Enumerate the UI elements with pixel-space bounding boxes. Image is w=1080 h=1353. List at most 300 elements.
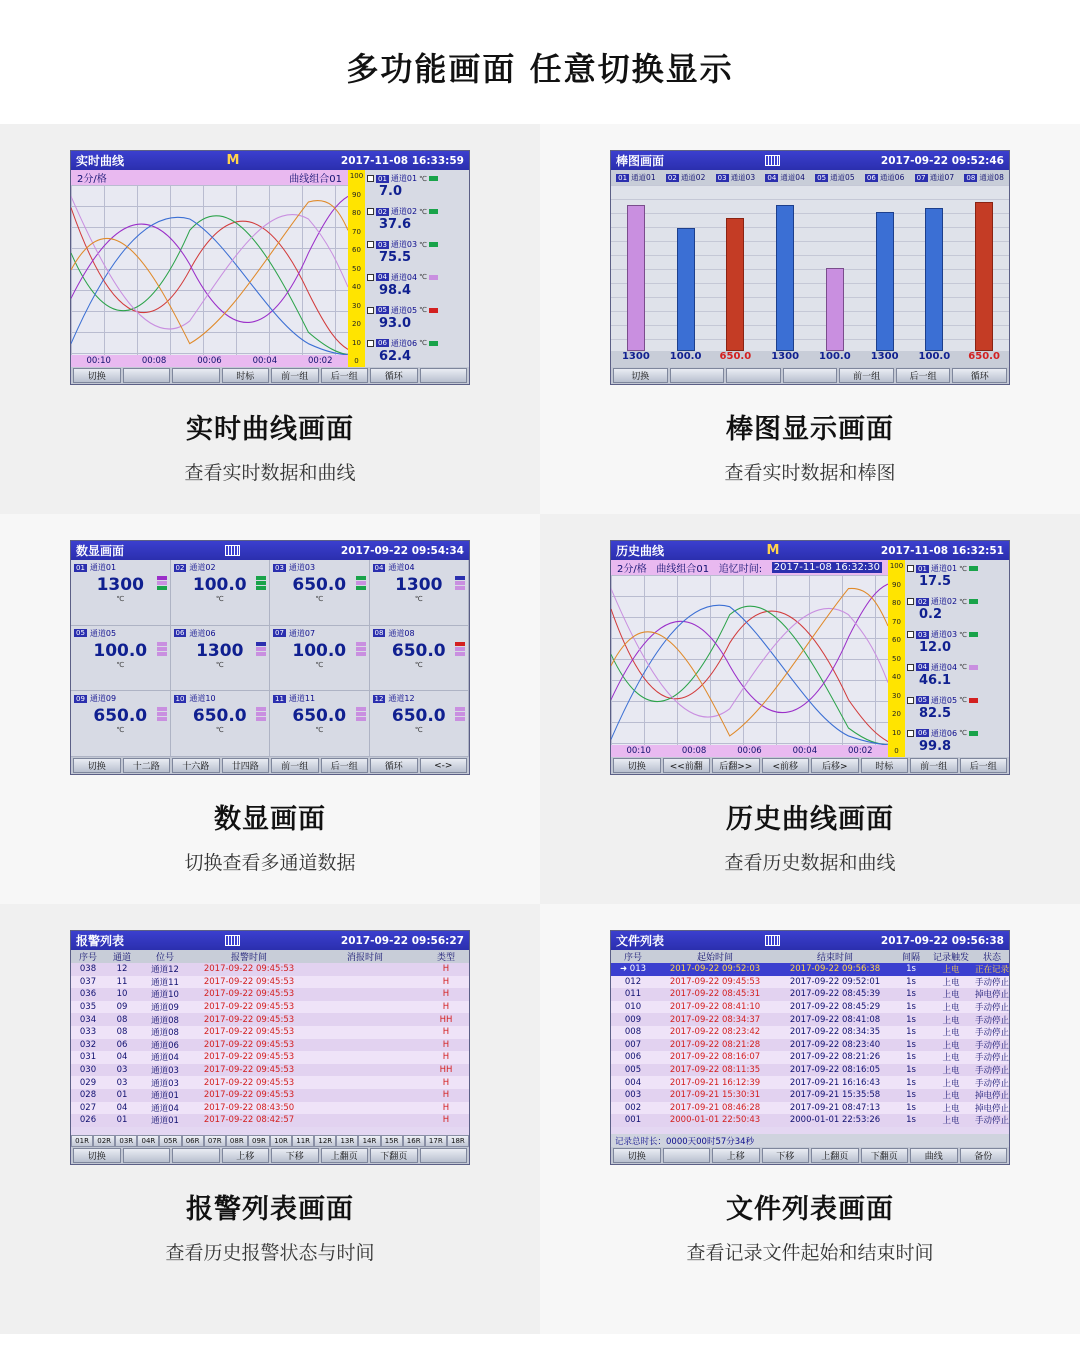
channel-name: 通道07: [288, 628, 316, 638]
channel-name: 通道02: [189, 563, 216, 572]
cell-end: 2017-09-21 15:35:58: [789, 1090, 881, 1101]
table-row[interactable]: [611, 1001, 1009, 1014]
cell-interval: 1s: [906, 976, 916, 987]
channel-index: 03: [717, 173, 727, 182]
checkbox-icon[interactable]: [367, 340, 374, 347]
cell-start: 2017-09-22 08:41:10: [669, 1002, 761, 1013]
channel-name: 通道05: [830, 173, 855, 182]
digital-cell[interactable]: [370, 560, 470, 626]
channel-index: 05: [378, 306, 387, 315]
bar-label: [910, 170, 960, 185]
button-page-down[interactable]: 下翻页: [861, 1148, 909, 1163]
screen-title: 历史曲线: [616, 544, 665, 558]
channel-unit: ℃: [959, 630, 967, 639]
button-blank[interactable]: [172, 368, 220, 383]
channel-index: 05: [76, 629, 85, 638]
bar-indicator: [455, 707, 465, 721]
cell-trigger: 上电: [942, 1053, 960, 1064]
screen-title: 实时曲线: [76, 154, 125, 168]
cell-tag: 通道12: [151, 965, 179, 976]
channel-row[interactable]: [905, 724, 1009, 757]
sd-card-icon: [225, 935, 240, 946]
cell-tag: 通道01: [151, 1116, 179, 1127]
table-row[interactable]: [611, 988, 1009, 1001]
channel-row[interactable]: [365, 268, 469, 301]
channel-index: 07: [275, 629, 284, 638]
button-next-group[interactable]: 后一组: [321, 758, 369, 773]
bar-column: [910, 185, 960, 351]
button-timemark[interactable]: 时标: [222, 368, 270, 383]
button-blank[interactable]: [663, 1148, 711, 1163]
table-row[interactable]: [71, 1102, 469, 1115]
channel-tab[interactable]: 11R: [292, 1135, 314, 1147]
channel-tab-row: [71, 1135, 469, 1147]
y-tick: 80: [352, 209, 361, 217]
cell-status: 手动停止: [975, 1116, 1009, 1127]
channel-row[interactable]: [365, 203, 469, 236]
cell-tag: 通道10: [151, 990, 179, 1001]
device-screen-digital[interactable]: [70, 540, 470, 775]
button-move-down[interactable]: 下移: [271, 1148, 319, 1163]
cell-trigger: 上电: [942, 1040, 960, 1051]
button-blank[interactable]: [726, 368, 781, 383]
channel-index: 04: [767, 173, 777, 182]
channel-tab[interactable]: 03R: [115, 1135, 137, 1147]
table-row[interactable]: [71, 976, 469, 989]
checkbox-icon[interactable]: [367, 274, 374, 281]
cell-alarm-time: 2017-09-22 09:45:53: [203, 1090, 295, 1101]
bar-column: [661, 185, 711, 351]
x-tick: 00:02: [308, 356, 333, 366]
table-row[interactable]: [611, 1051, 1009, 1064]
button-blank[interactable]: [123, 368, 171, 383]
button-next-group[interactable]: 后一组: [896, 368, 951, 383]
plot-header: [71, 170, 348, 185]
channel-tab[interactable]: 02R: [93, 1135, 115, 1147]
channel-index: 12: [374, 694, 384, 703]
y-tick: 20: [352, 320, 361, 328]
channel-index: 02: [378, 207, 387, 216]
table-row[interactable]: [71, 963, 469, 976]
bar-value: 1300: [870, 351, 899, 362]
datetime: 2017-09-22 09:52:46: [880, 154, 1004, 167]
digital-cell[interactable]: [370, 691, 470, 757]
cell-status: 掉电停止: [975, 1103, 1009, 1114]
channel-name: 通道05: [930, 695, 958, 705]
curve-body: [71, 170, 469, 367]
channel-row[interactable]: [365, 334, 469, 367]
cell-end: 2017-09-22 08:34:35: [789, 1027, 881, 1038]
cell-interval: 1s: [906, 1115, 916, 1126]
table-row[interactable]: [71, 1013, 469, 1026]
channel-unit: ℃: [116, 726, 125, 735]
channel-tab[interactable]: 10R: [270, 1135, 292, 1147]
channel-unit: ℃: [215, 660, 224, 669]
cell-alarm-time: 2017-09-22 09:45:53: [203, 1014, 295, 1025]
table-row[interactable]: [71, 1001, 469, 1014]
channel-index: 10: [175, 694, 185, 703]
device-screen-bar[interactable]: [610, 150, 1010, 385]
channel-tab[interactable]: 14R: [358, 1135, 380, 1147]
screen-title: 棒图画面: [616, 154, 665, 168]
cell-interval: 1s: [906, 1102, 916, 1113]
button-toggle[interactable]: <->: [420, 758, 468, 773]
bar-column: [860, 185, 910, 351]
channel-unit: ℃: [959, 729, 967, 738]
datetime: 2017-09-22 09:54:34: [340, 544, 464, 557]
cell-no: 012: [624, 976, 642, 987]
cell-status: 手动停止: [975, 1028, 1009, 1039]
button-blank[interactable]: [783, 368, 838, 383]
checkbox-icon[interactable]: [907, 664, 914, 671]
cell-channel: 03: [116, 1065, 128, 1076]
digital-cell[interactable]: [270, 626, 370, 692]
color-swatch: [969, 566, 978, 571]
digital-cell[interactable]: [270, 691, 370, 757]
cell-no: 010: [624, 1002, 642, 1013]
channel-tab[interactable]: 16R: [403, 1135, 425, 1147]
y-tick: 60: [892, 636, 901, 644]
button-bar: [611, 1147, 1009, 1164]
cell-interval: 1s: [906, 1039, 916, 1050]
screen-title: 报警列表: [76, 934, 125, 948]
color-swatch: [429, 209, 438, 214]
checkbox-icon[interactable]: [367, 307, 374, 314]
button-timemark[interactable]: 时标: [861, 758, 909, 773]
panel-history-curve: [540, 514, 1080, 904]
button-shift-back[interactable]: <前移: [762, 758, 810, 773]
channel-value: 100.0: [192, 575, 247, 595]
button-24ch[interactable]: 廿四路: [222, 758, 270, 773]
cell-no: 033: [79, 1027, 97, 1038]
y-tick: 70: [892, 617, 901, 626]
button-next-group[interactable]: 后一组: [960, 758, 1008, 773]
curve-plot: [611, 575, 888, 745]
channel-tab[interactable]: 12R: [314, 1135, 336, 1147]
channel-unit: ℃: [116, 660, 125, 669]
cell-tag: 通道08: [151, 1028, 179, 1039]
button-cycle[interactable]: 循环: [370, 368, 418, 383]
button-switch[interactable]: 切换: [73, 758, 121, 773]
button-next-group[interactable]: 后一组: [321, 368, 369, 383]
channel-index: 02: [667, 173, 677, 182]
bar-value: 650.0: [968, 351, 1000, 362]
device-screen-alarm[interactable]: [70, 930, 470, 1165]
channel-unit: ℃: [414, 726, 423, 735]
button-curve[interactable]: 曲线: [910, 1148, 958, 1163]
x-tick: 00:04: [252, 356, 278, 366]
table-row[interactable]: [611, 1089, 1009, 1102]
digital-cell[interactable]: [370, 626, 470, 692]
cell-trigger: 上电: [942, 1003, 960, 1014]
bar-value: 1300: [771, 351, 800, 362]
table-row[interactable]: [71, 1076, 469, 1089]
bar-values: [611, 351, 1009, 367]
cell-start: 2017-09-21 08:46:28: [669, 1102, 761, 1113]
button-switch[interactable]: 切换: [73, 368, 121, 383]
table-row[interactable]: [611, 1114, 1009, 1127]
table-row[interactable]: [71, 988, 469, 1001]
titlebar: [611, 931, 1009, 950]
table-row-selected[interactable]: ➜ 013 2017-09-22 09:52:03 2017-09-22 09:56:38 1s 上电 正在记录: [611, 963, 1009, 976]
channel-unit: ℃: [419, 240, 427, 249]
digital-cell[interactable]: [71, 626, 171, 692]
bar-label: [810, 170, 860, 185]
total-duration-label: 记录总时长：0000天00时57分34秒: [611, 1134, 1009, 1147]
button-prev-group[interactable]: 前一组: [271, 368, 319, 383]
channel-row[interactable]: [905, 593, 1009, 626]
cell-no: 011: [624, 989, 642, 1000]
cell-end: 2017-09-22 08:41:08: [789, 1014, 881, 1025]
cell-start: 2017-09-22 08:23:42: [669, 1027, 761, 1038]
cell-start: 2017-09-22 08:34:37: [669, 1014, 761, 1025]
button-page-back[interactable]: <<前翻: [663, 758, 711, 773]
channel-row[interactable]: [365, 301, 469, 334]
table-row[interactable]: [611, 1039, 1009, 1052]
channel-tab[interactable]: 01R: [71, 1135, 93, 1147]
color-swatch: [429, 308, 438, 313]
table-row[interactable]: [611, 1013, 1009, 1026]
channel-row[interactable]: [905, 626, 1009, 659]
table-row[interactable]: [71, 1039, 469, 1052]
cell-alarm-time: 2017-09-22 08:43:50: [203, 1102, 295, 1113]
table-row[interactable]: [71, 1026, 469, 1039]
channel-index: 06: [918, 729, 927, 738]
channel-tab[interactable]: 17R: [425, 1135, 447, 1147]
color-swatch: [429, 341, 438, 346]
color-swatch: [969, 665, 978, 670]
button-blank[interactable]: [123, 1148, 171, 1163]
table-row[interactable]: [71, 1064, 469, 1077]
recall-label: 追忆时间:: [718, 564, 763, 575]
table-row[interactable]: [71, 1114, 469, 1127]
channel-row[interactable]: [365, 236, 469, 269]
cell-tag: 通道04: [151, 1103, 179, 1114]
channel-row[interactable]: [905, 658, 1009, 691]
th-start: 起始时间: [696, 953, 733, 963]
digital-cell[interactable]: [171, 560, 271, 626]
cell-channel: 10: [116, 989, 128, 1000]
button-shift-forward[interactable]: 后移>: [811, 758, 859, 773]
th-interval: 间隔: [901, 953, 920, 963]
bar-indicator: [157, 642, 167, 656]
table-row[interactable]: [611, 1102, 1009, 1115]
digital-cell[interactable]: [171, 626, 271, 692]
button-blank[interactable]: [172, 1148, 220, 1163]
cell-no: 007: [624, 1039, 642, 1050]
checkbox-icon[interactable]: [907, 565, 914, 572]
channel-unit: ℃: [414, 595, 423, 603]
button-page-up[interactable]: 上翻页: [321, 1148, 369, 1163]
channel-value: 650.0: [391, 706, 446, 727]
channel-name: 通道01: [89, 563, 117, 572]
channel-value: 650.0: [292, 575, 347, 595]
button-page-forward[interactable]: 后翻>>: [712, 758, 760, 773]
cell-no: 009: [624, 1014, 642, 1025]
device-screen-realtime[interactable]: [70, 150, 470, 385]
channel-row[interactable]: [365, 170, 469, 203]
y-tick: 30: [352, 301, 361, 310]
cell-start: 2017-09-22 09:52:03: [669, 964, 761, 975]
y-tick: 30: [892, 691, 901, 700]
alarm-table: [71, 950, 469, 1135]
cell-end: 2017-09-21 16:16:43: [789, 1077, 881, 1088]
channel-tab[interactable]: 18R: [447, 1135, 469, 1147]
table-row[interactable]: [71, 1051, 469, 1064]
button-blank[interactable]: [420, 368, 468, 383]
x-tick: 00:04: [792, 746, 818, 756]
button-prev-group[interactable]: 前一组: [271, 758, 319, 773]
channel-tab[interactable]: 08R: [226, 1135, 248, 1147]
channel-tab[interactable]: 05R: [159, 1135, 181, 1147]
channel-tab[interactable]: 04R: [137, 1135, 159, 1147]
table-row[interactable]: [611, 1064, 1009, 1077]
digital-cell[interactable]: [71, 691, 171, 757]
bar-label: [860, 170, 910, 185]
channel-unit: ℃: [959, 564, 967, 573]
channel-unit: ℃: [419, 174, 427, 183]
channel-name: 通道04: [388, 563, 415, 572]
cell-start: 2000-01-01 22:50:43: [669, 1115, 761, 1126]
th-trigger: 记录触发: [932, 953, 969, 963]
bar-area: [611, 185, 1009, 351]
channel-name: 通道03: [930, 630, 958, 640]
channel-tab[interactable]: 09R: [248, 1135, 270, 1147]
button-switch[interactable]: 切换: [613, 368, 668, 383]
button-prev-group[interactable]: 前一组: [839, 368, 894, 383]
channel-index: 01: [76, 563, 85, 572]
cell-alarm-time: 2017-09-22 09:45:53: [203, 989, 295, 1000]
checkbox-icon[interactable]: [367, 208, 374, 215]
channel-index: 03: [378, 240, 387, 249]
y-tick: 10: [892, 728, 901, 737]
digital-cell[interactable]: [171, 691, 271, 757]
channel-tab[interactable]: 06R: [182, 1135, 204, 1147]
button-prev-group[interactable]: 前一组: [910, 758, 958, 773]
button-page-up[interactable]: 上翻页: [811, 1148, 859, 1163]
cell-channel: 01: [116, 1090, 128, 1101]
cell-end: 2017-09-22 08:45:29: [789, 1002, 881, 1013]
channel-index: 11: [275, 694, 284, 703]
table-row[interactable]: [71, 1089, 469, 1102]
channel-value: 650.0: [391, 640, 446, 661]
channel-value: 650.0: [292, 706, 347, 727]
x-tick: 00:02: [848, 746, 873, 756]
table-row[interactable]: [611, 1026, 1009, 1039]
cell-start: 2017-09-22 08:16:07: [669, 1052, 761, 1063]
button-backup[interactable]: 备份: [960, 1148, 1008, 1163]
button-blank[interactable]: [670, 368, 725, 383]
cell-trigger: 上电: [942, 965, 960, 976]
digital-cell[interactable]: [71, 560, 171, 626]
button-switch[interactable]: 切换: [613, 758, 661, 773]
th-status: 状态: [982, 953, 1001, 963]
channel-name: 通道10: [189, 694, 216, 704]
bar-value: 1300: [621, 351, 650, 362]
checkbox-icon[interactable]: [367, 175, 374, 182]
file-table: [611, 950, 1009, 1134]
checkbox-icon[interactable]: [907, 730, 914, 737]
channel-value: 75.5: [379, 250, 412, 266]
button-move-up[interactable]: 上移: [712, 1148, 760, 1163]
button-page-down[interactable]: 下翻页: [370, 1148, 418, 1163]
channel-row[interactable]: [905, 691, 1009, 724]
device-screen-filelist[interactable]: [610, 930, 1010, 1165]
button-bar: [71, 367, 469, 384]
caption-subtitle: 查看历史数据和曲线: [724, 852, 896, 874]
cell-alarm-time: 2017-09-22 09:45:53: [203, 1077, 295, 1088]
digital-cell[interactable]: [270, 560, 370, 626]
button-cycle[interactable]: 循环: [952, 368, 1007, 383]
cell-trigger: 上电: [942, 1078, 960, 1089]
cell-no: 030: [79, 1065, 97, 1076]
button-16ch[interactable]: 十六路: [172, 758, 220, 773]
cell-type: HH: [439, 1014, 453, 1025]
channel-index: 07: [916, 173, 926, 182]
checkbox-icon[interactable]: [367, 241, 374, 248]
cell-tag: 通道11: [151, 977, 179, 988]
plot-header: [611, 560, 888, 575]
channel-tab[interactable]: 07R: [204, 1135, 226, 1147]
cell-interval: 1s: [906, 1077, 916, 1088]
cell-start: 2017-09-22 08:11:35: [669, 1065, 761, 1076]
caption-title: 报警列表画面: [186, 1194, 354, 1225]
table-row[interactable]: [611, 1076, 1009, 1089]
channel-unit: ℃: [116, 595, 125, 603]
cell-no: 032: [79, 1039, 97, 1050]
button-blank[interactable]: [420, 1148, 468, 1163]
channel-name: 通道02: [390, 207, 418, 217]
channel-index: 02: [918, 597, 927, 606]
checkbox-icon[interactable]: [907, 631, 914, 638]
button-switch[interactable]: 切换: [613, 1148, 661, 1163]
channel-index: 04: [378, 273, 387, 282]
button-move-down[interactable]: 下移: [762, 1148, 810, 1163]
panel-alarm-list: [0, 904, 540, 1334]
button-cycle[interactable]: 循环: [370, 758, 418, 773]
cell-type: H: [442, 976, 450, 987]
channel-name: 通道06: [930, 728, 958, 738]
channel-name: 通道06: [879, 173, 905, 182]
y-tick: 50: [352, 264, 361, 273]
recall-time-value[interactable]: 2017-11-08 16:32:30: [773, 562, 880, 573]
caption-subtitle: 查看历史报警状态与时间: [165, 1242, 375, 1264]
cell-interval: 1s: [906, 1065, 916, 1076]
button-12ch[interactable]: 十二路: [123, 758, 171, 773]
caption-title: 文件列表画面: [726, 1194, 894, 1225]
checkbox-icon[interactable]: [907, 598, 914, 605]
device-screen-history[interactable]: [610, 540, 1010, 775]
cell-tag: 通道01: [151, 1091, 179, 1102]
panel-file-list: [540, 904, 1080, 1334]
cell-tag: 通道03: [151, 1066, 179, 1077]
channel-index: 06: [378, 339, 387, 348]
bar-indicator: [157, 707, 167, 721]
scale-label: 2分/格: [617, 564, 647, 575]
button-switch[interactable]: 切换: [73, 1148, 121, 1163]
channel-tab[interactable]: 13R: [336, 1135, 358, 1147]
channel-index: 08: [374, 629, 384, 638]
button-move-up[interactable]: 上移: [222, 1148, 270, 1163]
cell-alarm-time: 2017-09-22 09:45:53: [203, 964, 295, 975]
bar-label: [611, 170, 661, 185]
cell-channel: 09: [116, 1002, 128, 1013]
cell-tag: 通道09: [151, 1003, 179, 1014]
checkbox-icon[interactable]: [907, 697, 914, 704]
table-row[interactable]: [611, 976, 1009, 989]
channel-tab[interactable]: 15R: [381, 1135, 403, 1147]
channel-row[interactable]: [905, 560, 1009, 593]
